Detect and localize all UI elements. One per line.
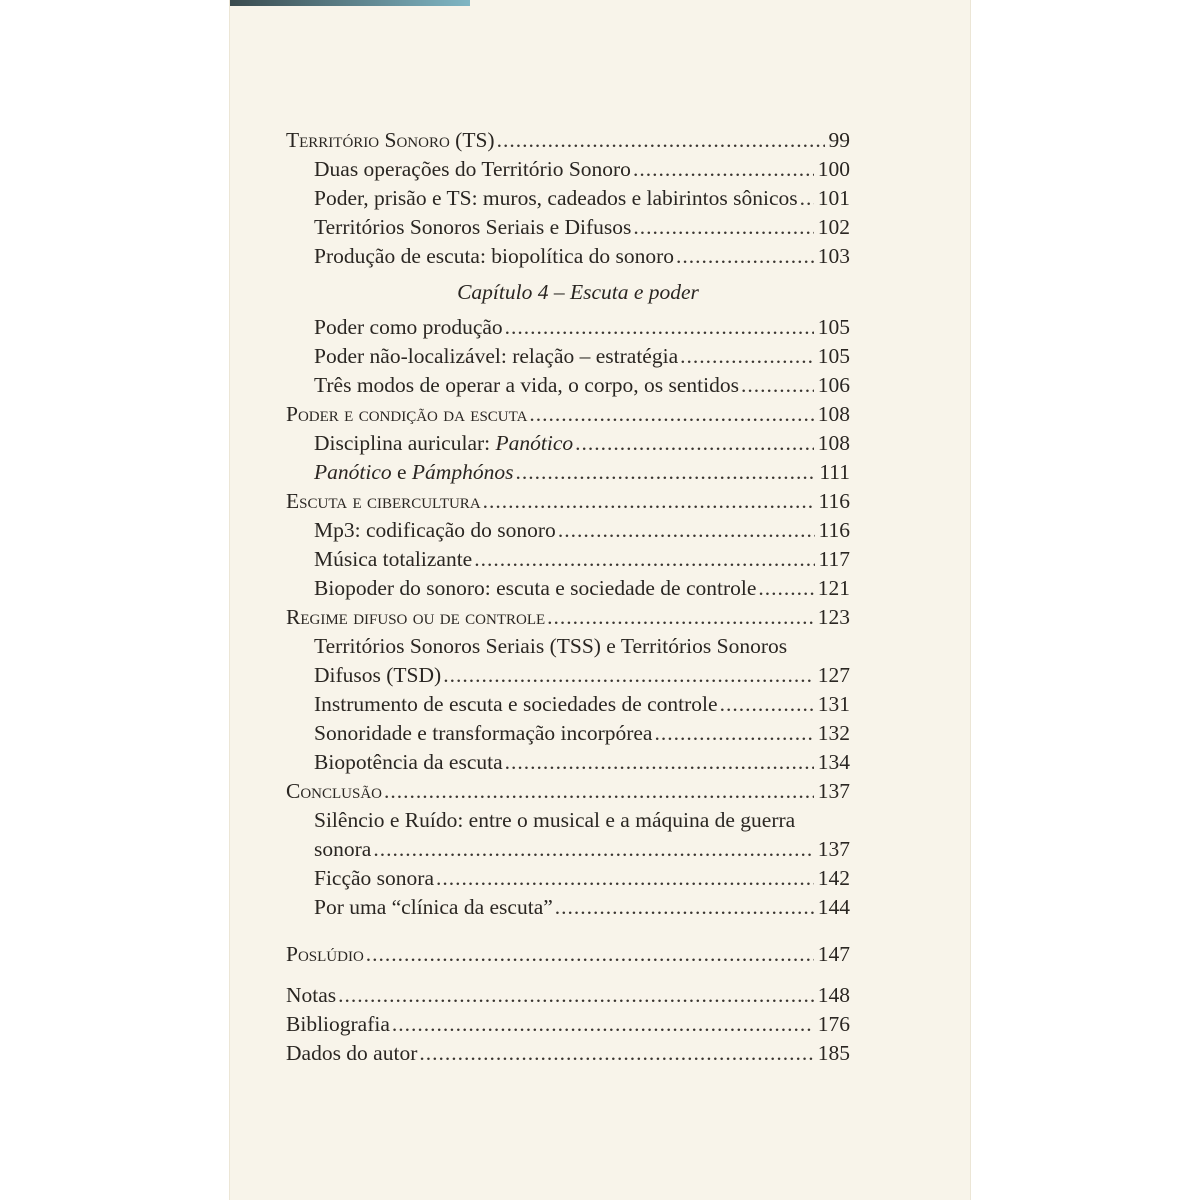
leader-dots	[474, 545, 814, 574]
toc-entry-title-italic: Panótico	[495, 431, 574, 455]
toc-entry-title: Notas	[286, 983, 337, 1007]
toc-entry[interactable]	[286, 242, 850, 271]
leader-dots	[633, 155, 814, 184]
toc-page-number: 111	[819, 460, 850, 484]
leader-dots	[497, 126, 825, 155]
toc-entry[interactable]	[286, 342, 850, 371]
leader-dots	[676, 242, 814, 271]
toc-entry-title: Três modos de operar a vida, o corpo, os sentidos	[314, 373, 739, 397]
toc-entry-title: Sonoridade e transformação incorpórea	[314, 721, 653, 745]
toc-page-number: 116	[818, 489, 850, 513]
toc-entry-wrapped-line[interactable]: Silêncio e Ruído: entre o musical e a máquina de guerra	[314, 808, 796, 832]
toc-entry-title: Biopoder do sonoro: escuta e sociedade de controle	[314, 576, 757, 600]
toc-section-regime[interactable]	[286, 603, 850, 632]
table-of-contents	[286, 126, 850, 1068]
toc-section-posludio[interactable]	[286, 940, 850, 969]
toc-entry[interactable]	[286, 719, 850, 748]
leader-dots	[654, 719, 813, 748]
leader-dots	[529, 400, 813, 429]
toc-page-number: 148	[817, 983, 850, 1007]
toc-page-number: 147	[817, 942, 850, 966]
toc-section-conclusao[interactable]	[286, 777, 850, 806]
leader-dots	[505, 748, 814, 777]
toc-entry-title: Difusos (TSD)	[314, 663, 442, 687]
toc-entry-title-italic: Pámphónos	[411, 460, 514, 484]
leader-dots	[366, 940, 814, 969]
toc-entry-notas[interactable]	[286, 981, 850, 1010]
leader-dots	[443, 661, 814, 690]
toc-entry[interactable]	[286, 429, 850, 458]
toc-entry-title: Produção de escuta: biopolítica do sonoro	[314, 244, 675, 268]
toc-entry-title: Conclusão	[286, 779, 383, 803]
toc-page-number: 101	[817, 186, 850, 210]
leader-dots	[555, 893, 814, 922]
toc-page-number: 144	[817, 895, 850, 919]
toc-section-poder[interactable]	[286, 400, 850, 429]
toc-entry-title: Poder e condição da escuta	[286, 402, 528, 426]
leader-dots	[633, 213, 813, 242]
toc-entry[interactable]	[286, 690, 850, 719]
toc-entry-title: Território Sonoro (TS)	[286, 128, 495, 152]
toc-page-number: 137	[817, 837, 850, 861]
toc-entry-title: Poder como produção	[314, 315, 503, 339]
leader-dots	[515, 458, 815, 487]
spacer	[286, 969, 850, 981]
leader-dots	[384, 777, 814, 806]
toc-entry[interactable]	[286, 371, 850, 400]
toc-page-number: 108	[817, 431, 850, 455]
toc-page-number: 105	[817, 315, 850, 339]
toc-entry-dados-do-autor[interactable]	[286, 1039, 850, 1068]
toc-entry[interactable]	[286, 661, 850, 690]
leader-dots	[483, 487, 815, 516]
toc-entry-title: Dados do autor	[286, 1041, 418, 1065]
toc-entry-title: Biopotência da escuta	[314, 750, 503, 774]
toc-page-number: 103	[817, 244, 850, 268]
toc-entry-title: Por uma “clínica da escuta”	[314, 895, 553, 919]
page-edge-decoration	[230, 0, 470, 6]
leader-dots	[392, 1010, 814, 1039]
toc-page-number: 102	[817, 215, 850, 239]
toc-page-number: 116	[818, 518, 850, 542]
toc-entry-title: Regime difuso ou de controle	[286, 605, 546, 629]
toc-page-number: 99	[828, 128, 850, 152]
leader-dots	[436, 864, 814, 893]
toc-page-number: 105	[817, 344, 850, 368]
leader-dots	[505, 313, 814, 342]
toc-entry-title-middle: e	[391, 460, 412, 484]
toc-page-number: 100	[817, 157, 850, 181]
leader-dots	[338, 981, 814, 1010]
leader-dots	[373, 835, 813, 864]
toc-page-number: 106	[817, 373, 850, 397]
toc-entry[interactable]	[286, 574, 850, 603]
leader-dots	[558, 516, 815, 545]
spacer	[286, 922, 850, 940]
toc-entry-title: Poder, prisão e TS: muros, cadeados e labirintos sônicos	[314, 186, 798, 210]
chapter-heading: Capítulo 4 – Escuta e poder	[457, 280, 699, 304]
toc-section-cibercultura[interactable]	[286, 487, 850, 516]
toc-section-territorio-sonoro[interactable]	[286, 126, 850, 155]
leader-dots	[800, 184, 814, 213]
toc-page-number: 132	[817, 721, 850, 745]
toc-entry[interactable]	[286, 213, 850, 242]
toc-entry-title	[314, 429, 573, 458]
toc-page-number: 134	[817, 750, 850, 774]
toc-entry-title: Mp3: codificação do sonoro	[314, 518, 556, 542]
toc-entry-title: sonora	[314, 837, 372, 861]
leader-dots	[720, 690, 814, 719]
leader-dots	[758, 574, 813, 603]
toc-entry-title: Duas operações do Território Sonoro	[314, 157, 631, 181]
toc-page-number: 123	[817, 605, 850, 629]
toc-page-number: 127	[817, 663, 850, 687]
toc-entry[interactable]	[286, 184, 850, 213]
leader-dots	[419, 1039, 813, 1068]
toc-entry-bibliografia[interactable]	[286, 1010, 850, 1039]
toc-entry-title: Instrumento de escuta e sociedades de controle	[314, 692, 718, 716]
toc-entry[interactable]	[286, 516, 850, 545]
toc-page-number: 121	[817, 576, 850, 600]
toc-entry-title: Bibliografia	[286, 1012, 390, 1036]
toc-page-number: 176	[817, 1012, 850, 1036]
toc-page-number: 108	[817, 402, 850, 426]
toc-page-number: 185	[817, 1041, 850, 1065]
leader-dots	[741, 371, 814, 400]
toc-entry-title	[314, 458, 513, 487]
toc-entry[interactable]	[286, 864, 850, 893]
toc-entry[interactable]	[286, 835, 850, 864]
toc-entry-title-italic: Panótico	[314, 460, 392, 484]
toc-entry-title: Poslúdio	[286, 942, 364, 966]
toc-entry-title: Ficção sonora	[314, 866, 435, 890]
toc-entry-title: Poder não-localizável: relação – estratégia	[314, 344, 679, 368]
toc-entry-title-prefix: Disciplina auricular:	[314, 431, 496, 455]
toc-page-number: 137	[817, 779, 850, 803]
toc-entry-title: Escuta e cibercultura	[286, 489, 481, 513]
toc-entry-title: Música totalizante	[314, 547, 473, 571]
toc-entry[interactable]	[286, 155, 850, 184]
toc-entry[interactable]	[286, 313, 850, 342]
toc-page-number: 131	[817, 692, 850, 716]
toc-entry[interactable]	[286, 545, 850, 574]
toc-entry[interactable]	[286, 748, 850, 777]
toc-entry[interactable]	[286, 458, 850, 487]
toc-entry[interactable]	[286, 893, 850, 922]
leader-dots	[680, 342, 814, 371]
toc-page-number: 117	[818, 547, 850, 571]
leader-dots	[575, 429, 814, 458]
leader-dots	[547, 603, 814, 632]
toc-entry-title: Territórios Sonoros Seriais e Difusos	[314, 215, 632, 239]
toc-entry-wrapped-line[interactable]: Territórios Sonoros Seriais (TSS) e Territórios Sonoros	[314, 634, 788, 658]
toc-page-number: 142	[817, 866, 850, 890]
